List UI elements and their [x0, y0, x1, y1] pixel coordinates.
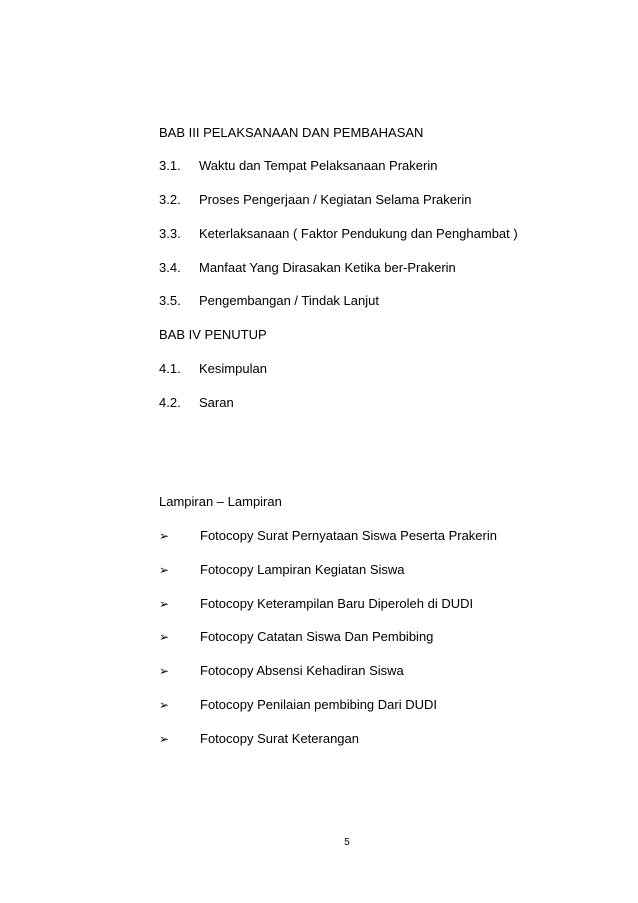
list-item-text: Fotocopy Surat Pernyataan Siswa Peserta Prakerin — [200, 528, 497, 543]
list-item — [159, 731, 359, 747]
list-item — [159, 629, 433, 645]
toc-item-number: 3.3. — [159, 226, 181, 241]
list-item — [159, 562, 405, 578]
toc-item-4-2 — [159, 395, 234, 411]
page-number: 5 — [344, 837, 350, 848]
toc-item-3-1 — [159, 158, 437, 174]
list-item-text: Fotocopy Absensi Kehadiran Siswa — [200, 663, 404, 678]
list-item-text: Fotocopy Catatan Siswa Dan Pembibing — [200, 629, 434, 644]
toc-item-number: 3.4. — [159, 260, 181, 275]
list-item-text: Fotocopy Lampiran Kegiatan Siswa — [200, 562, 405, 577]
arrow-bullet-icon: ➢ — [159, 732, 170, 746]
arrow-bullet-icon: ➢ — [159, 664, 170, 678]
toc-item-3-2 — [159, 192, 471, 208]
toc-item-3-4 — [159, 260, 456, 276]
toc-item-number: 3.1. — [159, 158, 181, 173]
arrow-bullet-icon: ➢ — [159, 630, 170, 644]
list-item — [159, 528, 497, 544]
chapter-3-title: BAB III PELAKSANAAN DAN PEMBAHASAN — [159, 125, 424, 140]
arrow-bullet-icon: ➢ — [159, 597, 170, 611]
list-item — [159, 697, 437, 713]
list-item — [159, 596, 473, 612]
toc-item-text: Manfaat Yang Dirasakan Ketika ber-Prakerin — [199, 260, 456, 275]
toc-item-3-5 — [159, 293, 379, 309]
toc-item-4-1 — [159, 361, 267, 377]
toc-item-text: Waktu dan Tempat Pelaksanaan Prakerin — [199, 158, 438, 173]
toc-item-3-3 — [159, 226, 518, 242]
chapter-4-title: BAB IV PENUTUP — [159, 327, 267, 342]
toc-item-text: Pengembangan / Tindak Lanjut — [199, 293, 379, 308]
toc-item-text: Keterlaksanaan ( Faktor Pendukung dan Penghambat ) — [199, 226, 518, 241]
toc-item-number: 3.5. — [159, 293, 181, 308]
toc-item-text: Proses Pengerjaan / Kegiatan Selama Prakerin — [199, 192, 472, 207]
toc-item-number: 4.1. — [159, 361, 181, 376]
list-item-text: Fotocopy Surat Keterangan — [200, 731, 359, 746]
toc-item-text: Kesimpulan — [199, 361, 267, 376]
list-item-text: Fotocopy Keterampilan Baru Diperoleh di DUDI — [200, 596, 474, 611]
arrow-bullet-icon: ➢ — [159, 563, 170, 577]
list-item — [159, 663, 404, 679]
arrow-bullet-icon: ➢ — [159, 698, 170, 712]
toc-item-text: Saran — [199, 395, 234, 410]
lampiran-title: Lampiran – Lampiran — [159, 494, 282, 509]
arrow-bullet-icon: ➢ — [159, 529, 170, 543]
toc-item-number: 4.2. — [159, 395, 181, 410]
list-item-text: Fotocopy Penilaian pembibing Dari DUDI — [200, 697, 438, 712]
toc-item-number: 3.2. — [159, 192, 181, 207]
